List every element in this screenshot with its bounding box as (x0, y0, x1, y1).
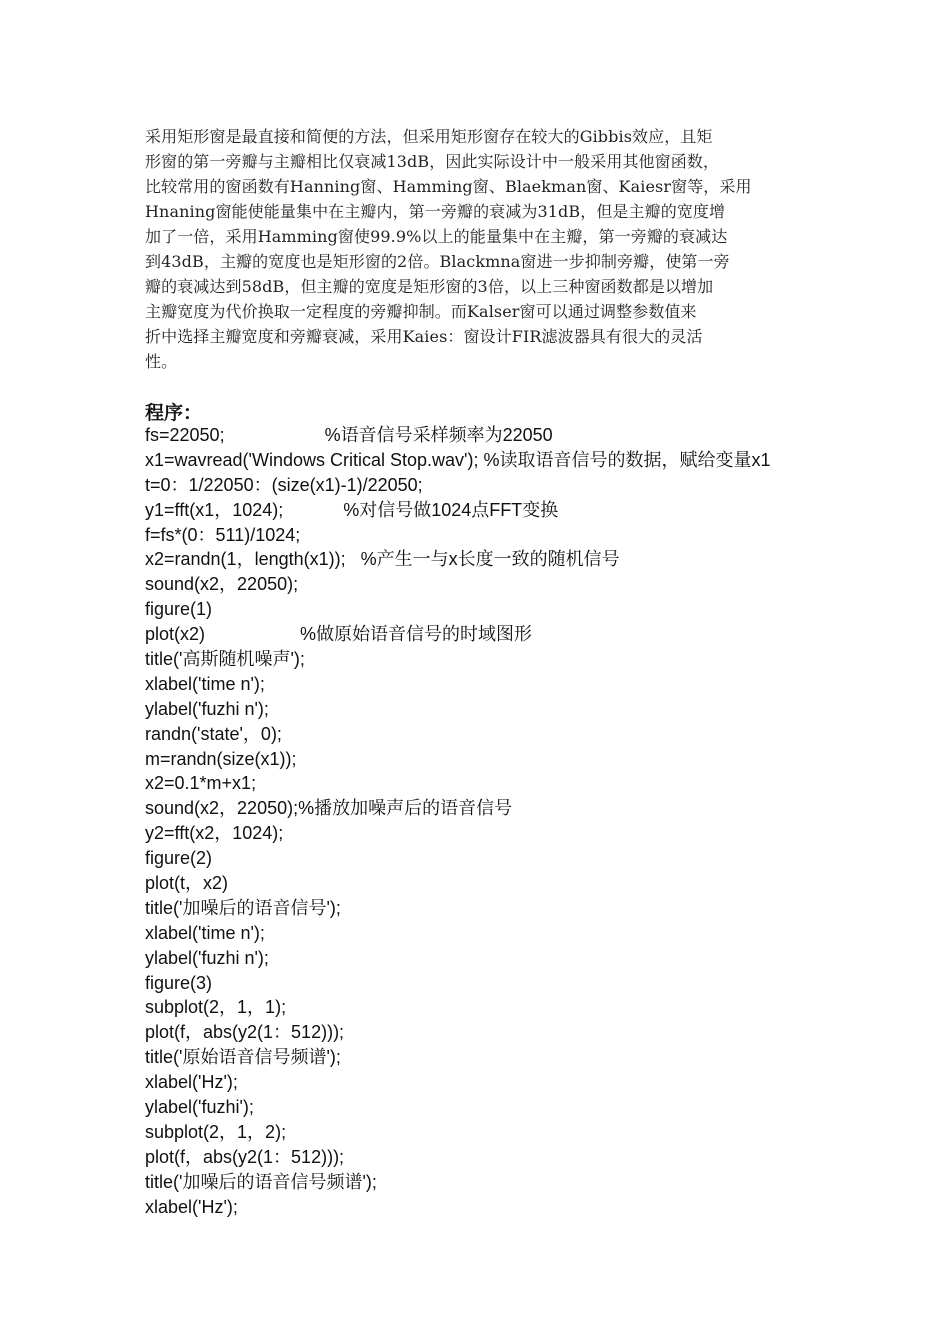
paragraph-line: 加了一倍，采用Hamming窗使99.9%以上的能量集中在主瓣，第一旁瓣的衰减达 (145, 227, 728, 246)
code-line: t=0：1/22050：(size(x1)-1)/22050; (145, 474, 423, 495)
code-line: x2=randn(1，length(x1)); %产生一与x长度一致的随机信号 (145, 549, 620, 570)
code-line: figure(1) (145, 599, 213, 620)
code-line: subplot(2，1，2); (145, 1121, 287, 1142)
code-line: sound(x2，22050);%播放加噪声后的语音信号 (145, 798, 513, 819)
code-line: title('加噪后的语音信号频谱'); (145, 1171, 377, 1192)
code-line: figure(2) (145, 848, 213, 869)
code-line: title('高斯随机噪声'); (145, 649, 305, 670)
code-line: title('加噪后的语音信号'); (145, 897, 341, 918)
code-line: ylabel('fuzhi'); (145, 1097, 254, 1118)
code-line: xlabel('time n'); (145, 673, 265, 694)
code-line: xlabel('Hz'); (145, 1196, 238, 1217)
code-line: ylabel('fuzhi n'); (145, 947, 269, 968)
paragraph-line: 主瓣宽度为代价换取一定程度的旁瓣抑制。而Kalser窗可以通过调整参数值来 (145, 302, 697, 321)
paragraph-line: 性。 (145, 352, 178, 371)
code-line: fs=22050; %语音信号采样频率为22050 (145, 425, 553, 445)
code-line: plot(x2) %做原始语音信号的时域图形 (145, 624, 533, 645)
code-line: x2=0.1*m+x1; (145, 773, 257, 794)
code-line: ylabel('fuzhi n'); (145, 698, 269, 719)
code-line: title('原始语音信号频谱'); (145, 1047, 341, 1068)
code-line: xlabel('Hz'); (145, 1072, 238, 1093)
program-heading: 程序： (145, 402, 203, 424)
code-line: y1=fft(x1，1024); %对信号做1024点FFT变换 (145, 499, 559, 520)
paragraph-line: 到43dB，主瓣的宽度也是矩形窗的2倍。Blackmna窗进一步抑制旁瓣，使第一旁 (145, 252, 730, 271)
paragraph-line: 折中选择主瓣宽度和旁瓣衰减，采用Kaies：窗设计FIR滤波器具有很大的灵活 (145, 327, 703, 346)
code-line: randn('state'，0); (145, 723, 282, 744)
code-line: plot(t，x2) (145, 873, 229, 894)
body-paragraph (145, 124, 810, 374)
code-line: plot(f，abs(y2(1：512))); (145, 1146, 345, 1167)
code-line: f=fs*(0：511)/1024; (145, 524, 301, 545)
paragraph-line: 采用矩形窗是最直接和简便的方法，但采用矩形窗存在较大的Gibbis效应，且矩 (145, 127, 713, 146)
paragraph-line: 瓣的衰减达到58dB，但主瓣的宽度是矩形窗的3倍，以上三种窗函数都是以增加 (145, 277, 714, 296)
code-line: plot(f，abs(y2(1：512))); (145, 1022, 345, 1043)
paragraph-line: 比较常用的窗函数有Hanning窗、Hamming窗、Blaekman窗、Kaiesr窗等，采用 (145, 177, 752, 196)
code-listing (145, 423, 865, 1220)
paragraph-line: 形窗的第一旁瓣与主瓣相比仅衰减13dB，因此实际设计中一般采用其他窗函数， (145, 152, 720, 171)
code-line: sound(x2，22050); (145, 574, 299, 595)
code-line: y2=fft(x2，1024); (145, 823, 284, 844)
code-line: x1=wavread('Windows Critical Stop.wav'); %读取语音信号的数据，赋给变量x1 (145, 449, 771, 470)
code-line: xlabel('time n'); (145, 922, 265, 943)
code-line: figure(3) (145, 972, 213, 993)
code-line: m=randn(size(x1)); (145, 748, 297, 769)
paragraph-line: Hnaning窗能使能量集中在主瓣内，第一旁瓣的衰减为31dB，但是主瓣的宽度增 (145, 202, 726, 221)
code-line: subplot(2，1，1); (145, 997, 287, 1018)
